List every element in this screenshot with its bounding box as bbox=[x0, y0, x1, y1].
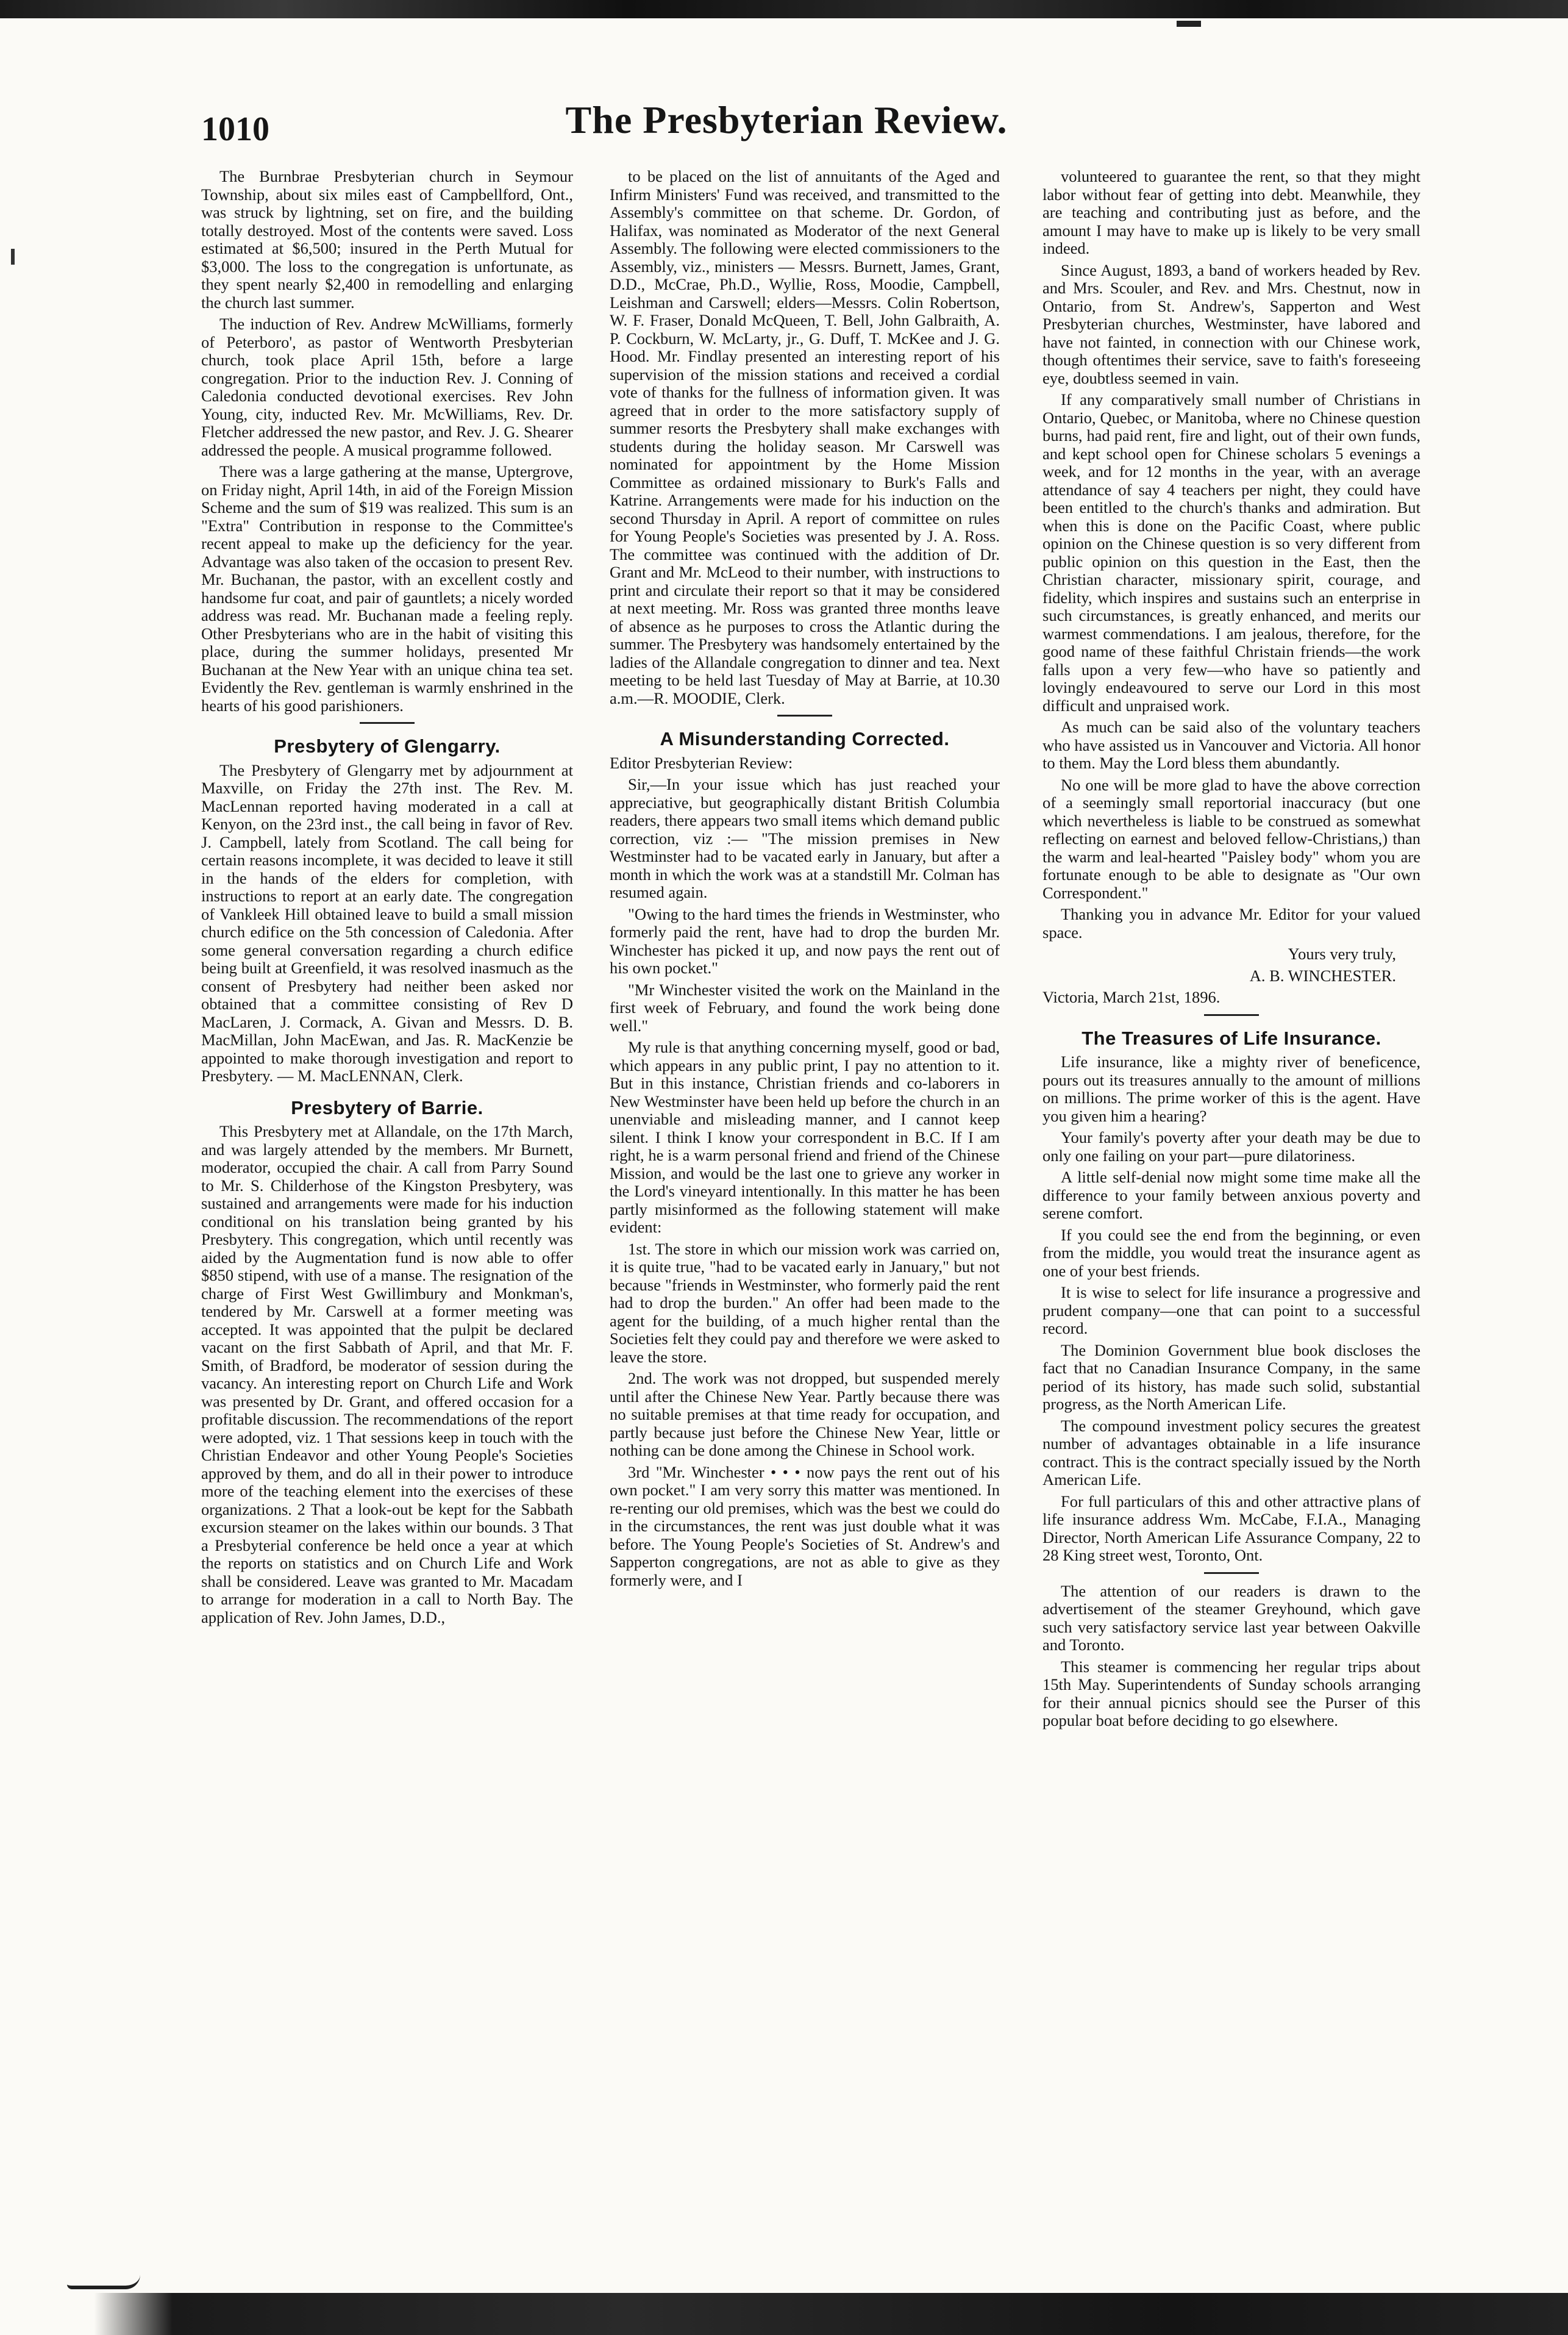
letter-paragraph: 3rd "Mr. Winchester • • • now pays the rent out of his own pocket." I am very sorry this matter was mentioned. In re-renting our old premises, which was the best we could do in the circumstances, the rent was just double what it was before. The Young People's Societies of St. Andrew's and Sapperton congregations, are not as able to give as they formerly were, and I bbox=[610, 1462, 1000, 1589]
letter-paragraph: "Owing to the hard times the friends in Westminster, who formerly paid the rent, have had to drop the burden Mr. Winchester has picked it up, and now pays the rent out of his own pocket." bbox=[610, 904, 1000, 977]
article-paragraph: This steamer is commencing her regular trips about 15th May. Superintendents of Sunday schools arranging for their annual picnics should see the Purser of this popular boat before deciding to go elsewhere. bbox=[1042, 1657, 1420, 1729]
letter-paragraph: Since August, 1893, a band of workers headed by Rev. and Mrs. Scouler, and Rev. and Mrs. Chestnut, now in Ontario, from St. Andrew's, Sapperton and West Presbyterian churches, Westminster, have labored and have not fainted, in connection with our Chinese work, though oftentimes their service, save to faith's foreseeing eye, doubtless seemed in vain. bbox=[1042, 260, 1420, 387]
news-paragraph: This Presbytery met at Allandale, on the 17th March, and was largely attended by the members. Mr Burnett, moderator, occupied the chair. A call from Parry Sound to Mr. S. Childerhose of the Kingston Presbytery, was sustained and arrangements were made for his induction conditional on his translation being granted by his Presbytery. This congregation, which until recently was aided by the Augmentation fund is now able to offer $850 stipend, with use of a manse. The resignation of the charge of First West Gwillimbury and Monkman's, tendered by Mr. Carswell at a former meeting was accepted. It was appointed that the pulpit be declared vacant on the first Sabbath of April, and that Mr. F. Smith, of Bradford, be moderator of session during the vacancy. An interesting report on Church Life and Work was presented by Dr. Grant, and offered occasion for a profitable discussion. The recommendations of the report were adopted, viz. 1 That sessions keep in touch with the Christian Endeavor and other Young People's Societies approved by them, and do all in their power to introduce more of the teaching element into the exercises of these organizations. 2 That a look-out be kept for the Sabbath excursion steamer on the lakes within our bounds. 3 That a Presbyterial conference be held once a year at which the reports on statistics and on Church Life and Work shall be considered. Leave was granted to Mr. Macadam to arrange for moderation in a call to North Bay. The application of Rev. John James, D.D., bbox=[201, 1122, 573, 1626]
letter-paragraph: 1st. The store in which our mission work was carried on, it is quite true, "had to be vacated early in January," but not because "friends in Westminster, who formerly paid the rent had to drop the burden." An offer had been made to the agent for the building, of a much higher rental than the Societies felt they could pay and therefore we were asked to leave the store. bbox=[610, 1239, 1000, 1366]
letter-paragraph: volunteered to guarantee the rent, so that they might labor without fear of getting into debt. Meanwhile, they are teaching and contributing just as before, and the amount I may have to make up is likely to be very small indeed. bbox=[1042, 168, 1420, 257]
page-header bbox=[201, 91, 1372, 159]
news-paragraph: The Presbytery of Glengarry met by adjournment at Maxville, on Friday the 27th inst. The Rev. M. MacLennan reported having moderated in a call at Kenyon, on the 23rd inst., the call being in favor of Rev. J. Campbell, lately from Scotland. The call being for certain reasons incomplete, it was decided to leave it still in the hands of the elders for completion, with instructions to report at an early date. The congregation of Vankleek Hill obtained leave to build a small mission church edifice on the 5th concession of Caledonia. After some general conversation regarding a church edifice being built at Greenfield, it was resolved inasmuch as the consent of Presbytery had neither been asked nor obtained that a committee consisting of Rev D MacLaren, J. Cormack, A. Givan and Messrs. D. B. MacMillan, John MacEwan, and Jas. R. MacKenzie be appointed to make thorough investigation and report to Presbytery. — M. MacLENNAN, Clerk. bbox=[201, 760, 573, 1085]
article-paragraph: For full particulars of this and other attractive plans of life insurance address Wm. McCabe, F.I.A., Managing Director, North American Life Assurance Company, 22 to 28 King street west, Toronto, Ont. bbox=[1042, 1492, 1420, 1564]
article-paragraph: It is wise to select for life insurance a progressive and prudent company—one that can point to a successful record. bbox=[1042, 1283, 1420, 1337]
article-paragraph: Your family's poverty after your death may be due to only one failing on your part—pure dilatoriness. bbox=[1042, 1128, 1420, 1165]
section-heading: Presbytery of Glengarry. bbox=[274, 735, 501, 757]
letter-closing: Yours very truly, bbox=[1288, 945, 1396, 963]
article-paragraph: The compound investment policy secures the greatest number of advantages obtainable in a life insurance contract. This is the contract specially issued by the North American Life. bbox=[1042, 1416, 1420, 1489]
scan-bottom-border bbox=[0, 2293, 1568, 2335]
letter-paragraph: "Mr Winchester visited the work on the Mainland in the first week of February, and found the work being done well." bbox=[610, 980, 1000, 1035]
column-1 bbox=[201, 168, 573, 2265]
scan-artifact bbox=[11, 249, 15, 265]
section-divider bbox=[1204, 1572, 1259, 1574]
article-paragraph: If you could see the end from the beginning, or even from the middle, you would treat the insurance agent as one of your best friends. bbox=[1042, 1225, 1420, 1280]
section-divider bbox=[777, 715, 832, 717]
scan-artifact bbox=[67, 2275, 140, 2289]
news-paragraph: The Burnbrae Presbyterian church in Seymour Township, about six miles east of Campbellford, Ont., was struck by lightning, set on fire, and the building totally destroyed. Most of the contents were saved. Loss estimated at $6,500; insured in the Perth Mutual for $3,000. The loss to the congregation is unfortunate, as they spent nearly $2,400 in remodelling and enlarging the church last summer. bbox=[201, 168, 573, 312]
letter-paragraph: If any comparatively small number of Christians in Ontario, Quebec, or Manitoba, where no Chinese question burns, had paid rent, fire and light, out of their own funds, and kept school open for Chinese scholars 5 evenings a week, and for 12 months in the year, with an average attendance of say 4 teachers per night, they could have been entitled to the church's thanks and admiration. But when this is done on the Pacific Coast, where public opinion on the Chinese question is so very different from public opinion on this question in the East, then the Christian character, missionary spirit, courage, and fidelity, which inspires and sustains such an enterprise in such circumstances, is greatly enhanced, and merits our warmest commendations. I am jealous, therefore, for the good name of these faithful Christain friends—the work falls upon a very few—who have so patiently and lovingly endeavoured to serve our Lord in this most difficult and unpraised work. bbox=[1042, 390, 1420, 715]
news-paragraph: to be placed on the list of annuitants of the Aged and Infirm Ministers' Fund was received, and transmitted to the Assembly's committee on that scheme. Dr. Gordon, of Halifax, was nominated as Moderator of the next General Assembly. The following were elected commissioners to the Assembly, viz., ministers — Messrs. Burnett, James, Grant, D.D., McCrae, Ph.D., Wyllie, Ross, Moodie, Campbell, Leishman and Carswell; elders—Messrs. Colin Robertson, W. F. Fraser, Donald McQueen, T. Bell, John Galbraith, A. P. Cockburn, W. McLarty, jr., G. Duff, T. McKee and J. G. Hood. Mr. Findlay presented an interesting report of his supervision of the mission stations and received a cordial vote of thanks for the fullness of information given. It was agreed that in order to the more satisfactory supply of summer resorts the Presbytery shall make exchanges with students during the holiday season. Mr Carswell was nominated for appointment by the Home Mission Committee as ordained missionary to Burk's Falls and Katrine. Arrangements were made for his induction on the second Thursday in April. A report of committee on rules for Young People's Societies was presented by J. A. Ross. The committee was continued with the addition of Dr. Grant and Mr. McLeod to their number, with instructions to print and circulate their report so that it may be considered at next meeting. Mr. Ross was granted three months leave of absence as he purposes to cross the Atlantic during the summer. The Presbytery was handsomely entertained by the ladies of the Allandale congregation to dinner and tea. Next meeting to be held last Tuesday of May at Barrie, at 10.30 a.m.—R. MOODIE, Clerk. bbox=[610, 168, 1000, 707]
letter-paragraph: As much can be said also of the voluntary teachers who have assisted us in Vancouver and Victoria. All honor to them. May the Lord bless them abundantly. bbox=[1042, 718, 1420, 772]
scan-top-border bbox=[0, 0, 1568, 18]
news-paragraph: The induction of Rev. Andrew McWilliams, formerly of Peterboro', as pastor of Wentworth Presbyterian church, took place April 15th, before a large congregation. Prior to the induction Rev. J. Conning of Caledonia conducted devotional exercises. Rev John Young, city, inducted Rev. Mr. McWilliams, Rev. Dr. Fletcher addressed the new pastor, and Rev. J. G. Shearer addressed the people. A musical programme followed. bbox=[201, 315, 573, 459]
section-heading: The Treasures of Life Insurance. bbox=[1082, 1027, 1381, 1049]
letter-paragraph: Thanking you in advance Mr. Editor for your valued space. bbox=[1042, 905, 1420, 942]
page-number: 1010 bbox=[201, 110, 269, 148]
section-divider bbox=[1204, 1014, 1259, 1016]
letter-paragraph: No one will be more glad to have the above correction of a seemingly small reportorial inaccuracy (but one which nevertheless is liable to be construed as somewhat reflecting on earnest and beloved fellow-Christians,) than the warm and leal-hearted "Paisley body" whom you are fortunate enough to be able to designate as "Our own Correspondent." bbox=[1042, 775, 1420, 902]
article-paragraph: A little self-denial now might some time make all the difference to your family between anxious poverty and serene comfort. bbox=[1042, 1168, 1420, 1222]
publication-title: The Presbyterian Review. bbox=[565, 98, 1008, 141]
letter-salutation: Editor Presbyterian Review: bbox=[610, 753, 793, 772]
letter-paragraph: My rule is that anything concerning myself, good or bad, which appears in any public print, I pay no attention to it. But in this instance, Christian friends and co-laborers in New Westminster have been held up before the church in an unenviable and misleading manner, and I cannot keep silent. I think I know your correspondent in B.C. If I am right, he is a warm personal friend and friend of the Chinese Mission, and would be the last one to grieve any worker in the Lord's vineyard intentionally. In this matter he has been partly misinformed as the following statement will make evident: bbox=[610, 1038, 1000, 1236]
news-paragraph: There was a large gathering at the manse, Uptergrove, on Friday night, April 14th, in aid of the Foreign Mission Scheme and the sum of $19 was realized. This sum is an "Extra" Contribution in response to the Committee's recent appeal to make up the deficiency for the year. Advantage was also taken of the occasion to present Rev. Mr. Buchanan, the pastor, with an excellent costly and handsome fur coat, and pair of gauntlets; a nicely worded address was read. Mr. Buchanan made a feeling reply. Other Presbyterians who are in the habit of visiting this place, during the summer holidays, presented Mr Buchanan at the New Year with an unique china tea set. Evidently the Rev. gentleman is warmly enshrined in the hearts of his good parishioners. bbox=[201, 462, 573, 715]
article-paragraph: The Dominion Government blue book discloses the fact that no Canadian Insurance Company, in the same period of its history, has made such solid, substantial progress, as the North American Life. bbox=[1042, 1340, 1420, 1413]
section-heading: Presbytery of Barrie. bbox=[291, 1096, 483, 1118]
letter-paragraph: Sir,—In your issue which has just reached your appreciative, but geographically distant British Columbia readers, there appears two small items which demand public correction, viz :— "The mission premises in New Westminster had to be vacated early in January, but after a month in which the work was at a standstill Mr. Colman has resumed again. bbox=[610, 775, 1000, 901]
article-paragraph: Life insurance, like a mighty river of beneficence, pours out its treasures annually to the amount of millions on millions. The prime worker of this is the agent. Have you given him a hearing? bbox=[1042, 1053, 1420, 1125]
article-paragraph: The attention of our readers is drawn to the advertisement of the steamer Greyhound, which gave such very satisfactory service last year between Oakville and Toronto. bbox=[1042, 1581, 1420, 1654]
letter-dateline: Victoria, March 21st, 1896. bbox=[1042, 988, 1221, 1006]
scan-artifact bbox=[1177, 21, 1201, 27]
letter-paragraph: 2nd. The work was not dropped, but suspended merely until after the Chinese New Year. Partly because there was no suitable premises at that time ready for occupation, and partly because just before the Chinese New Year, little or nothing can be done among the Chinese in School work. bbox=[610, 1369, 1000, 1459]
column-2 bbox=[610, 168, 1000, 2265]
column-3 bbox=[1042, 168, 1420, 2265]
section-heading: A Misunderstanding Corrected. bbox=[660, 728, 950, 749]
letter-signature: A. B. WINCHESTER. bbox=[1249, 966, 1396, 985]
section-divider bbox=[360, 722, 415, 724]
